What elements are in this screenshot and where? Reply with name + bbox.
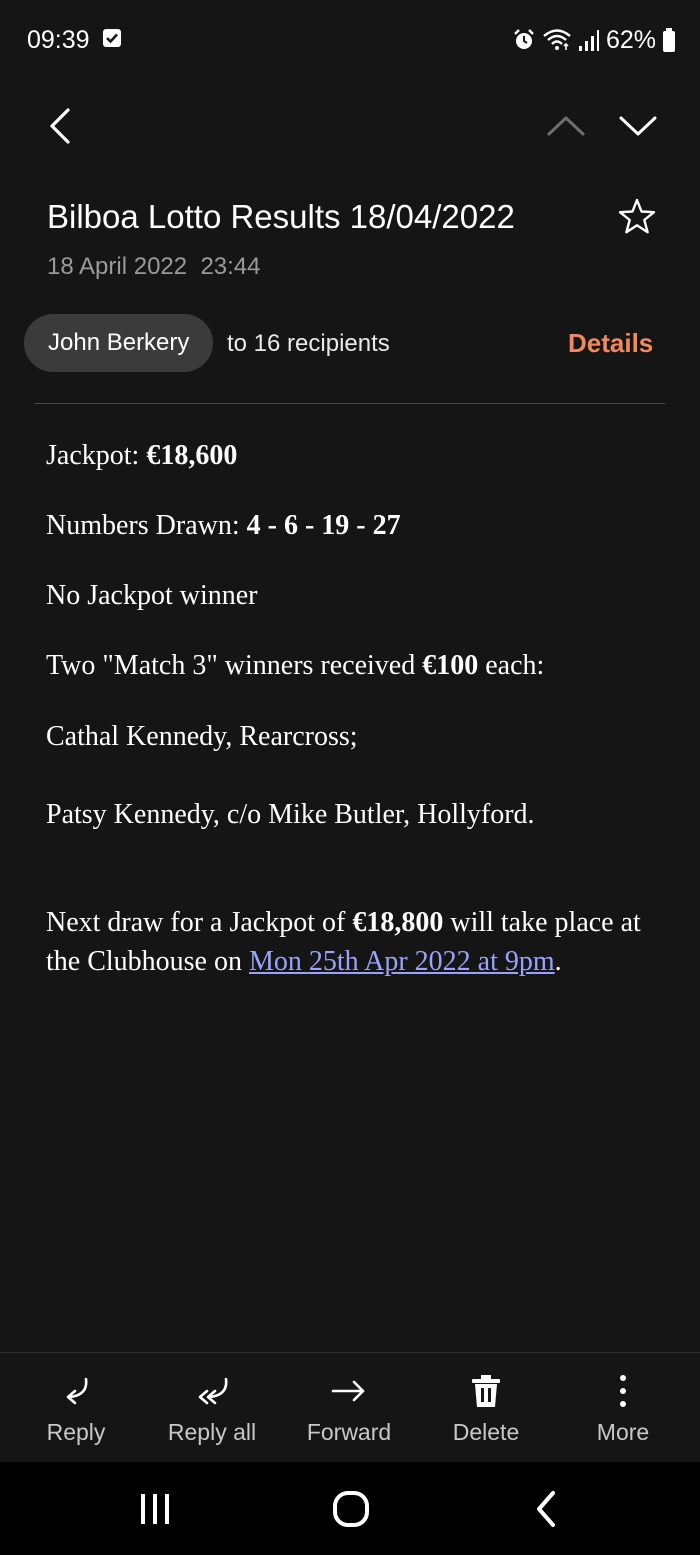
reply-button[interactable] [11,1353,141,1463]
reply-all-icon [192,1373,232,1409]
date-link[interactable]: Mon 25th Apr 2022 at 9pm [249,946,555,977]
email-date: 18 April 2022 23:44 [47,253,261,280]
chevron-down-icon[interactable] [616,104,660,148]
body-winner-1: Cathal Kennedy, Rearcross; [46,721,358,752]
action-toolbar [0,1352,700,1462]
more-vertical-icon [603,1373,643,1409]
forward-label: Forward [306,1419,392,1445]
checkbox-icon [102,28,122,48]
more-label: More [596,1419,650,1445]
match3-amount: €100 [422,650,479,681]
delete-button[interactable] [421,1353,551,1463]
body-jackpot: Jackpot: €18,600 [46,440,238,471]
battery-icon [662,27,676,53]
body-next-draw: Next draw for a Jackpot of €18,800 will take place at the Clubhouse on Mon 25th Apr 2022 at 9pm. [46,907,641,977]
body-no-winner: No Jackpot winner [46,580,258,611]
status-bar [0,0,700,80]
body-winner-2: Patsy Kennedy, c/o Mike Butler, Hollyford. [46,799,535,830]
system-nav-bar [0,1462,700,1555]
battery-percent: 62% [605,25,656,54]
divider [35,403,665,404]
sender-chip[interactable] [24,314,213,372]
status-icons [512,24,676,56]
trash-icon [466,1373,506,1409]
forward-button[interactable] [284,1353,414,1463]
more-button[interactable] [558,1353,688,1463]
reply-all-button[interactable] [147,1353,277,1463]
reply-label: Reply [46,1419,106,1445]
recipients-label: to 16 recipients [227,330,390,357]
next-jackpot-amount: €18,800 [352,907,444,938]
status-time: 09:39 [27,26,90,54]
chevron-up-icon[interactable] [544,104,588,148]
jackpot-amount: €18,600 [146,440,238,471]
alarm-icon [512,28,536,52]
recent-apps-icon[interactable] [130,1484,180,1534]
system-back-icon[interactable] [522,1484,572,1534]
body-numbers: Numbers Drawn: 4 - 6 - 19 - 27 [46,510,401,541]
numbers-drawn: 4 - 6 - 19 - 27 [246,510,401,541]
forward-arrow-icon [329,1373,369,1409]
email-subject: Bilboa Lotto Results 18/04/2022 [47,198,515,235]
reply-icon [56,1373,96,1409]
body-match3: Two "Match 3" winners received €100 each: [46,650,545,681]
home-icon[interactable] [326,1484,376,1534]
details-button[interactable]: Details [568,328,654,358]
sender-name: John Berkery [48,329,190,356]
chevron-left-icon[interactable] [40,104,84,148]
reply-all-label: Reply all [167,1419,257,1445]
signal-icon [578,28,600,52]
delete-label: Delete [452,1419,520,1445]
star-icon[interactable] [616,196,658,238]
wifi-icon [542,28,572,52]
